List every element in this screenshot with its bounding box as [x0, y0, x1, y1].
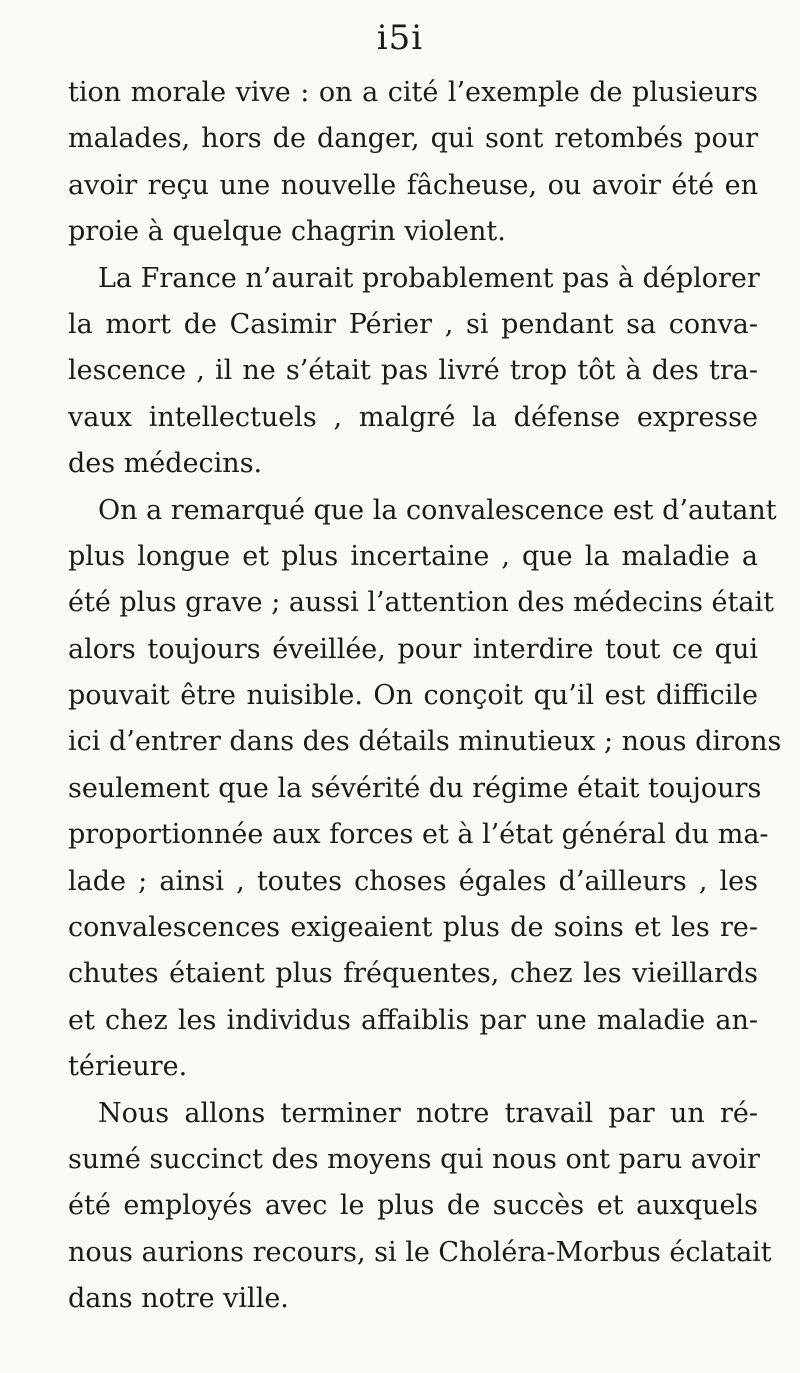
text-line: la mort de Casimir Périer , si pendant sa conva- [68, 308, 758, 340]
text-line: plus longue et plus incertaine , que la maladie a [68, 540, 758, 572]
text-line: convalescences exigeaient plus de soins et les re- [68, 912, 758, 944]
text-line: seulement que la sévérité du régime était toujours [68, 772, 762, 804]
text-line: nous aurions recours, si le Choléra-Morbus éclatait [68, 1236, 772, 1268]
text-line: pouvait être nuisible. On conçoit qu’il est difficile [68, 680, 758, 712]
text-line: été plus grave ; aussi l’attention des médecins était [68, 587, 774, 619]
text-line: On a remarqué que la convalescence est d’autant [98, 494, 777, 526]
text-line: malades, hors de danger, qui sont retombés pour [68, 123, 758, 155]
text-line: lade ; ainsi , toutes choses égales d’ailleurs , les [68, 865, 758, 897]
text-line: proportionnée aux forces et à l’état général du ma- [68, 819, 769, 851]
text-line: Nous allons terminer notre travail par un ré- [98, 1097, 758, 1129]
text-line: avoir reçu une nouvelle fâcheuse, ou avoir été en [68, 169, 758, 201]
text-line: sumé succinct des moyens qui nous ont paru avoir [68, 1143, 760, 1175]
text-line: tion morale vive : on a cité l’exemple de plusieurs [68, 77, 758, 108]
text-line: proie à quelque chagrin violent. [68, 216, 506, 248]
text-line: La France n’aurait probablement pas à déplorer [98, 262, 760, 294]
body-text [68, 70, 782, 1323]
page-number: i5i [376, 18, 424, 58]
text-line: vaux intellectuels , malgré la défense expresse [68, 401, 758, 433]
text-line: alors toujours éveillée, pour interdire tout ce qui [68, 633, 758, 665]
text-line: térieure. [68, 1051, 188, 1083]
text-line: ici d’entrer dans des détails minutieux ; nous dirons [68, 726, 782, 758]
text-line: dans notre ville. [68, 1283, 289, 1315]
text-line: été employés avec le plus de succès et auxquels [68, 1190, 758, 1222]
text-line: lescence , il ne s’était pas livré trop tôt à des tra- [68, 355, 758, 387]
text-line: chutes étaient plus fréquentes, chez les vieillards [68, 958, 758, 990]
text-line: et chez les individus affaiblis par une maladie an- [68, 1004, 758, 1036]
text-line: des médecins. [68, 448, 263, 480]
